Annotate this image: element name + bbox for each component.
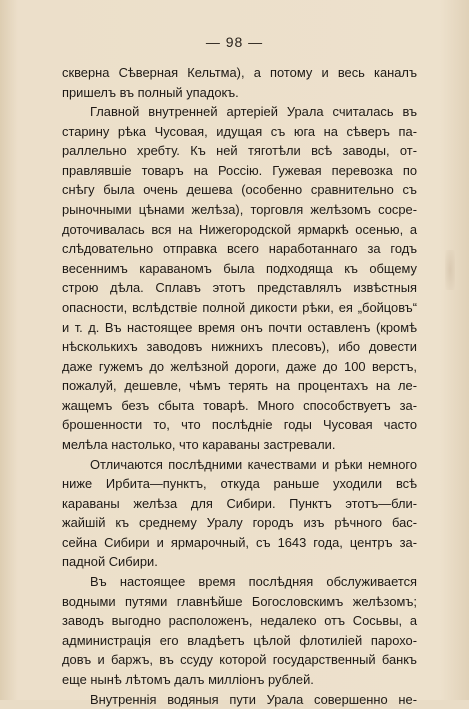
text-line: пришелъ въ полный упадокъ. — [62, 83, 417, 103]
text-line: и т. д. Въ настоящее время онъ почти оставленъ (кромѣ — [62, 318, 417, 338]
text-line: жайшій къ среднему Уралу городъ изъ рѣчного бас- — [62, 513, 417, 533]
text-line: еще нынѣ лѣтомъ далъ милліонъ рублей. — [62, 670, 417, 690]
text-line: падной Сибири. — [62, 552, 417, 572]
text-line: Въ настоящее время послѣдняя обслуживается — [62, 572, 417, 592]
text-line: строю дѣла. Сплавъ этотъ представлялъ извѣстныя — [62, 278, 417, 298]
text-line: опасности, вслѣдствіе полной дикости рѣки, ея „бойцовъ“ — [62, 298, 417, 318]
text-line: слѣдовательно отправка всего наработаннаго за годъ — [62, 239, 417, 259]
paper-stain — [445, 250, 455, 290]
text-line: доточивалась вся на Нижегородской ярмаркѣ осенью, а — [62, 220, 417, 240]
text-line: правлявшіе товаръ на Россію. Гужевая перевозка по — [62, 161, 417, 181]
text-line: пожалуй, дешевле, чѣмъ терять на процентахъ на ле- — [62, 376, 417, 396]
text-line: рыночными цѣнами желѣза), торговля желѣзомъ сосре- — [62, 200, 417, 220]
text-line: весеннимъ караваномъ была подходяща къ общему — [62, 259, 417, 279]
text-line: заводъ выгодно расположенъ, недалеко отъ Сосьвы, а — [62, 611, 417, 631]
text-line: Отличаются послѣдними качествами и рѣки немного — [62, 455, 417, 475]
text-line: нѣсколькихъ заводовъ нижнихъ плесовъ), ибо довести — [62, 337, 417, 357]
text-line: Главной внутренней артеріей Урала считалась въ — [62, 102, 417, 122]
text-line: ниже Ирбита—пунктъ, откуда раньше уходили всѣ — [62, 474, 417, 494]
text-line: водными путями главнѣйше Богословскимъ желѣзомъ; — [62, 592, 417, 612]
text-line: раллельно хребту. Къ ней тяготѣли всѣ заводы, от- — [62, 141, 417, 161]
text-line: старину рѣка Чусовая, идущая съ юга на сѣверъ па- — [62, 122, 417, 142]
page-number: — 98 — — [0, 34, 469, 50]
text-line: довъ и баржъ, въ ссуду которой государственный банкъ — [62, 650, 417, 670]
body-text — [62, 63, 417, 709]
text-line: Внутреннія водяныя пути Урала совершенно не- — [62, 690, 417, 709]
text-line: караваны желѣза для Сибири. Пунктъ этотъ—бли- — [62, 494, 417, 514]
text-line: жащемъ безъ сбыта товарѣ. Много способствуетъ за- — [62, 396, 417, 416]
text-line: мелѣла настолько, что караваны застревали. — [62, 435, 417, 455]
text-line: администрація его владѣетъ цѣлой флотиліей парохо- — [62, 631, 417, 651]
text-line: снѣгу была очень дешева (особенно сравнительно съ — [62, 180, 417, 200]
text-line: брошенности то, что послѣдніе годы Чусовая часто — [62, 415, 417, 435]
text-line: сейна Сибири и ярмарочный, съ 1643 года, центръ за- — [62, 533, 417, 553]
text-line: скверна Сѣверная Кельтма), а потому и весь каналъ — [62, 63, 417, 83]
text-line: даже гужемъ до желѣзной дороги, даже до 100 верстъ, — [62, 357, 417, 377]
